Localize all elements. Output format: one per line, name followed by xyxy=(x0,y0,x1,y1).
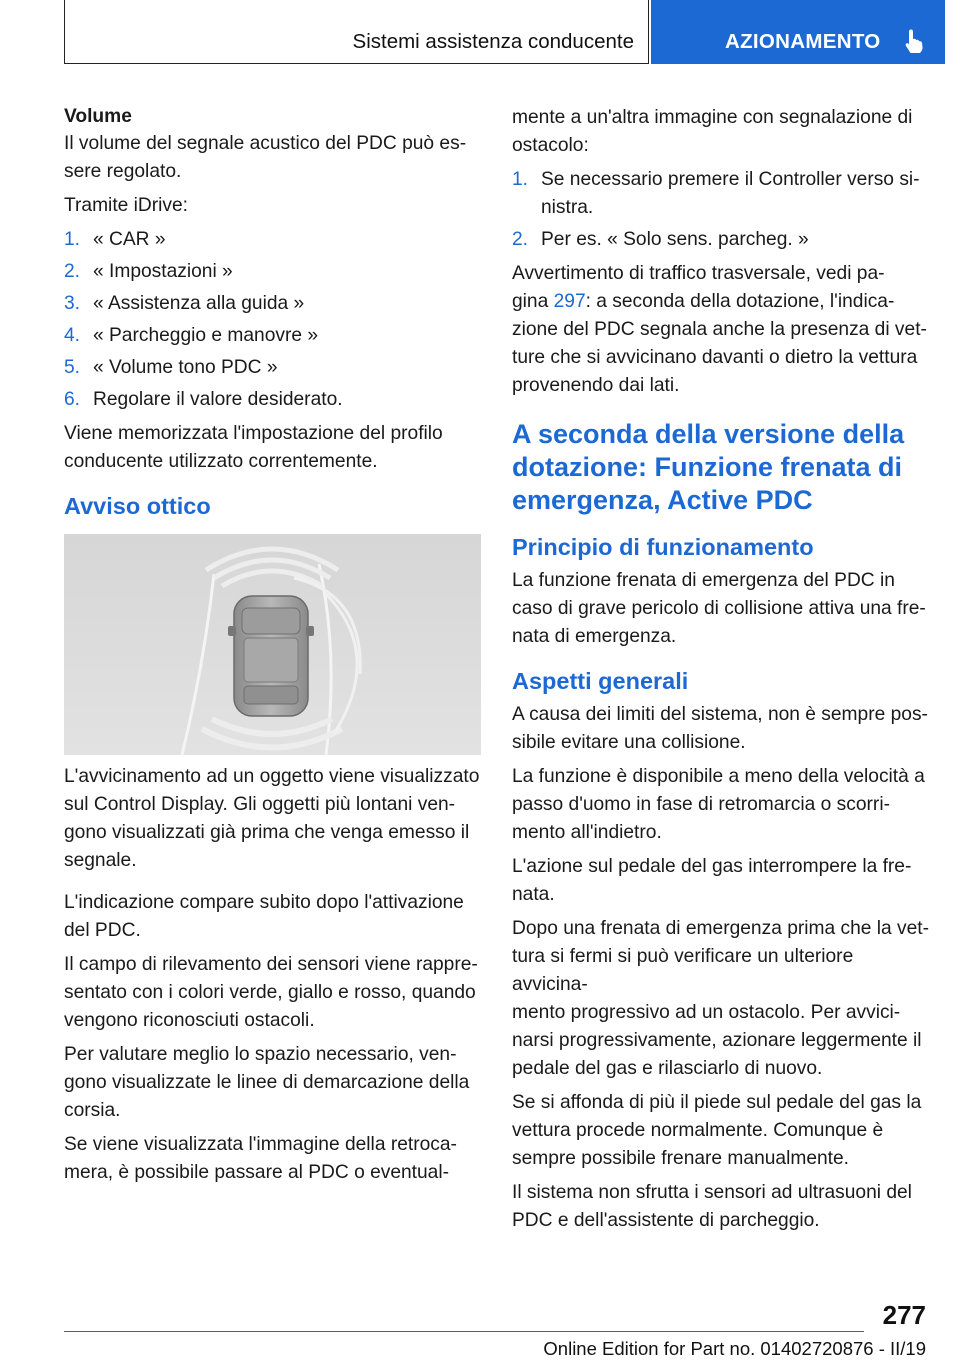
principio-heading: Principio di funzionamento xyxy=(512,534,814,560)
list-item xyxy=(64,386,484,414)
header-chapter-tab xyxy=(651,0,945,64)
aspetti-paragraph: Il sistema non sfrutta i sensori ad ultrasuoni del PDC e dell'assistente di parcheggio. xyxy=(512,1182,912,1231)
step-text: « CAR » xyxy=(93,229,166,250)
step-text: Se necessario premere il Controller verso si- nistra. xyxy=(541,169,920,218)
avviso-ottico-heading: Avviso ottico xyxy=(64,493,211,519)
switch-steps xyxy=(512,166,932,254)
page-number: 277 xyxy=(882,1300,926,1330)
step-number: 1. xyxy=(64,229,81,250)
pdc-car-illustration xyxy=(64,534,481,755)
idrive-steps xyxy=(64,226,484,414)
paragraph-retrocamera: Se viene visualizzata l'immagine della retroca- mera, è possibile passare al PDC o eventual- xyxy=(64,1134,457,1183)
aspetti-paragraph: La funzione è disponibile a meno della velocità a passo d'uomo in fase di retromarcia o scorri- mento all'indietro. xyxy=(512,766,925,843)
pdc-display-image xyxy=(64,534,481,755)
step-number: 3. xyxy=(64,293,81,314)
list-item xyxy=(64,258,484,286)
paragraph-avvicinamento: L'avvicinamento ad un oggetto viene visualizzato sul Control Display. Gli oggetti più lontani ven- gono visualizzati già prima che venga emesso il segnale. xyxy=(64,766,480,871)
right-column xyxy=(512,104,932,1241)
list-item xyxy=(512,166,932,222)
pointing-hand-icon xyxy=(903,28,925,54)
cross-traffic-text-a: Avvertimento di traffico trasversale, vedi pa- gina xyxy=(512,263,885,312)
continuation-text: mente a un'altra immagine con segnalazione di ostacolo: xyxy=(512,107,913,156)
aspetti-heading: Aspetti generali xyxy=(512,668,689,694)
step-number: 4. xyxy=(64,325,81,346)
paragraph-campo-rilevamento: Il campo di rilevamento dei sensori viene rappre- sentato con i colori verde, giallo e rosso, quando vengono riconosciuti ostacoli. xyxy=(64,954,478,1031)
idrive-intro: Tramite iDrive: xyxy=(64,195,189,216)
cross-traffic-paragraph xyxy=(512,260,932,400)
paragraph-valutare: Per valutare meglio lo spazio necessario, ven- gono visualizzate le linee di demarcazione della corsia. xyxy=(64,1044,470,1121)
memo-text: Viene memorizzata l'impostazione del profilo conducente utilizzato correntemente. xyxy=(64,423,443,472)
list-item xyxy=(64,354,484,382)
step-number: 2. xyxy=(64,261,81,282)
list-item xyxy=(512,226,932,254)
volume-text: Il volume del segnale acustico del PDC può es- sere regolato. xyxy=(64,133,467,182)
list-item xyxy=(64,322,484,350)
list-item xyxy=(64,226,484,254)
aspetti-paragraph: A causa dei limiti del sistema, non è sempre pos- sibile evitare una collisione. xyxy=(512,704,928,753)
header-section-tab xyxy=(64,0,649,64)
step-number: 6. xyxy=(64,389,81,410)
aspetti-paragraph: Dopo una frenata di emergenza prima che la vet- tura si fermi si può verificare un ulteriore avvicina- mento progressivo ad un ostacolo. Per avvici- narsi progressivamente, azionare leggermente il pedale del gas e rilasciarlo di nuovo. xyxy=(512,918,930,1079)
left-column xyxy=(64,104,484,1193)
principio-text: La funzione frenata di emergenza del PDC in caso di grave pericolo di collisione attiva una fre- nata di emergenza. xyxy=(512,570,926,647)
step-text: Per es. « Solo sens. parcheg. » xyxy=(541,229,809,250)
step-text: « Parcheggio e manovre » xyxy=(93,325,319,346)
footer-edition: Online Edition for Part no. 01402720876 - II/19 xyxy=(543,1338,926,1359)
step-number: 1. xyxy=(512,169,529,190)
footer-divider xyxy=(64,1331,864,1332)
volume-heading: Volume xyxy=(64,106,132,127)
header-section-title: Sistemi assistenza conducente xyxy=(352,30,634,53)
step-text: Regolare il valore desiderato. xyxy=(93,389,343,410)
step-number: 5. xyxy=(64,357,81,378)
aspetti-paragraph: L'azione sul pedale del gas interrompere la fre- nata. xyxy=(512,856,912,905)
step-text: « Assistenza alla guida » xyxy=(93,293,305,314)
header-chapter-title: AZIONAMENTO xyxy=(725,30,881,53)
list-item xyxy=(64,290,484,318)
paragraph-indicazione: L'indicazione compare subito dopo l'attivazione del PDC. xyxy=(64,892,464,941)
emergency-brake-heading: A seconda della versione della dotazione: Funzione frenata di emergenza, Active PDC xyxy=(512,419,905,515)
step-number: 2. xyxy=(512,229,529,250)
aspetti-paragraph: Se si affonda di più il piede sul pedale del gas la vettura procede normalmente. Comunque è sempre possibile frenare manualmente. xyxy=(512,1092,922,1169)
step-text: « Volume tono PDC » xyxy=(93,357,278,378)
step-text: « Impostazioni » xyxy=(93,261,233,282)
cross-traffic-text-b: : a seconda della dotazione, l'indica- zione del PDC segnala anche la presenza di vet- ture che si avvicinano davanti o dietro la vettura provenendo dai lati. xyxy=(512,291,927,396)
page-reference-link[interactable]: 297 xyxy=(553,291,586,312)
